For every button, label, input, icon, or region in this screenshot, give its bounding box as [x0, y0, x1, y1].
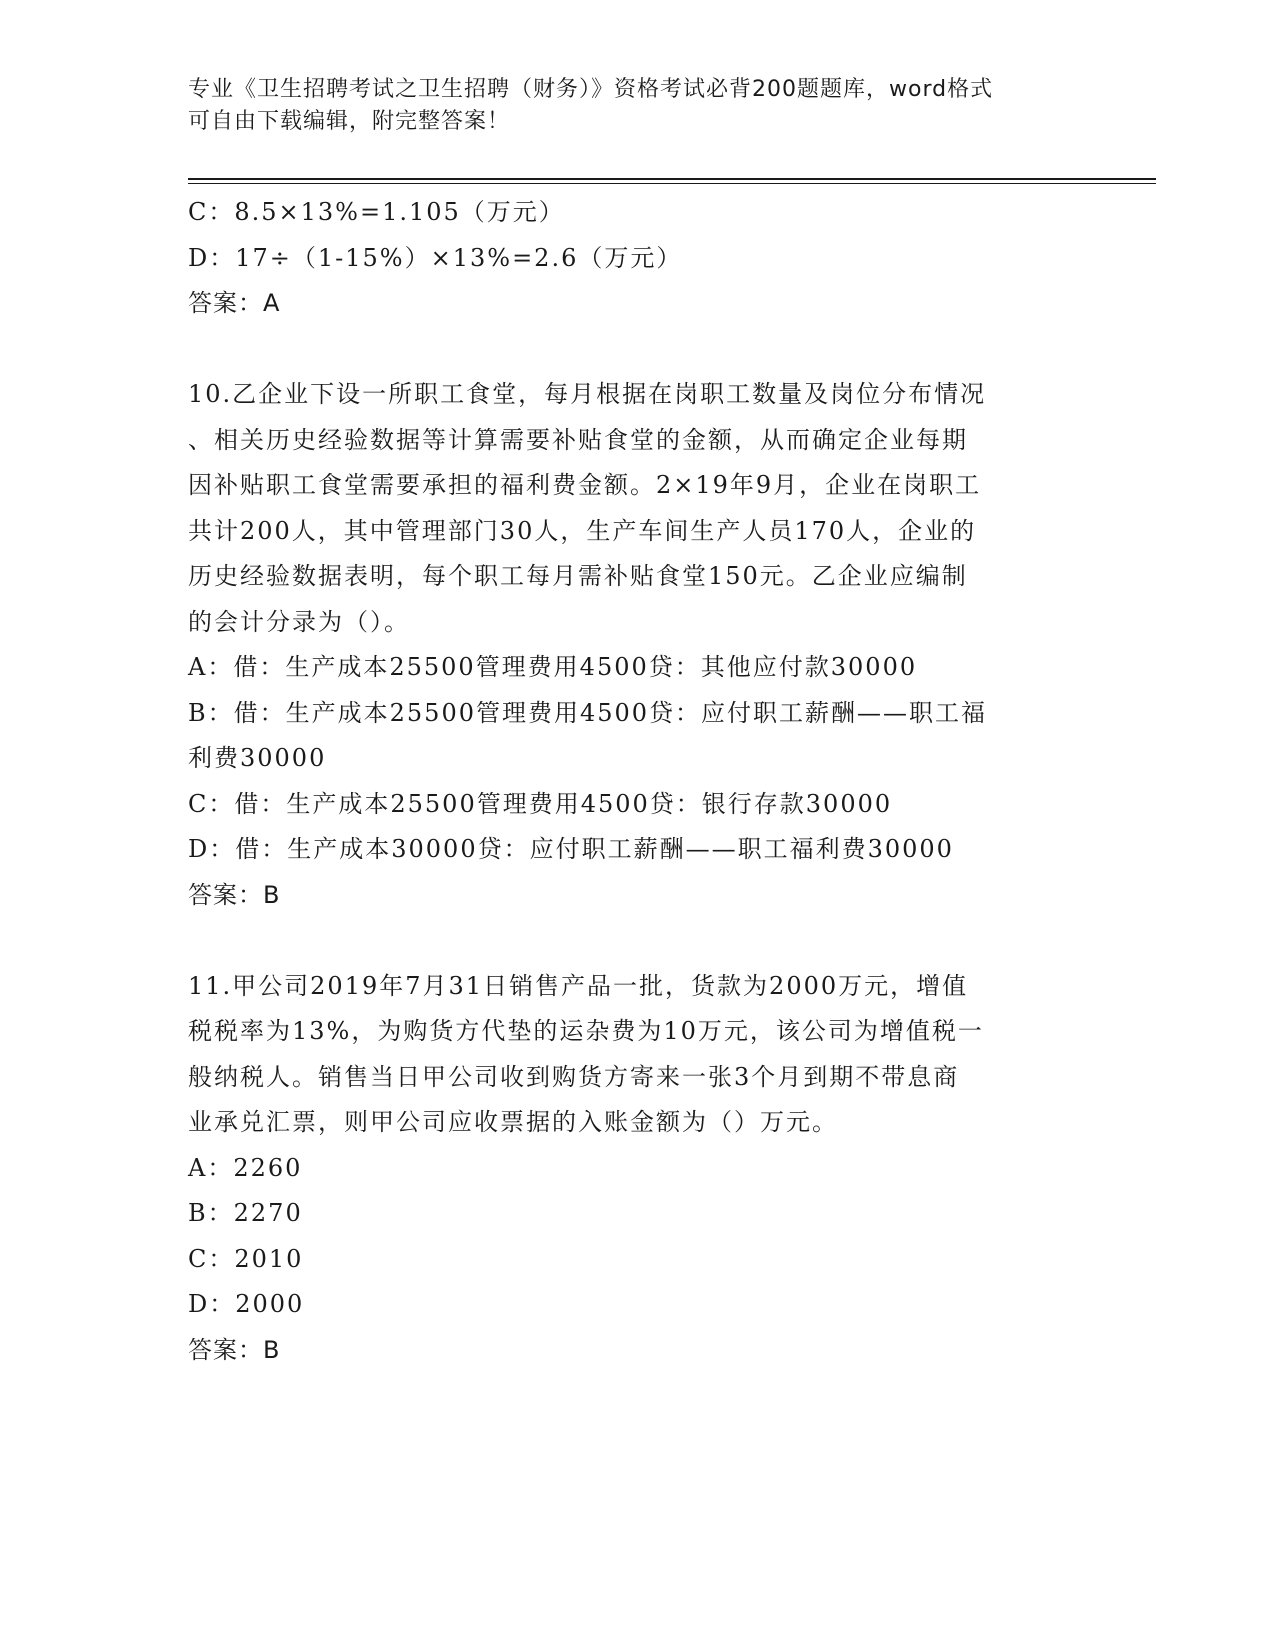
q9-answer: 答案：A	[188, 289, 281, 317]
q11-stem-line: 11.甲公司2019年7月31日销售产品一批，货款为2000万元，增值	[188, 971, 969, 1000]
header-title-line-2: 可自由下载编辑，附完整答案！	[188, 109, 511, 134]
q10-stem-line: 历史经验数据表明，每个职工每月需补贴食堂150元。乙企业应编制	[188, 562, 968, 590]
header-divider-thin	[188, 183, 1156, 184]
q10-option-b: B：借：生产成本25500管理费用4500贷：应付职工薪酬——职工福	[188, 698, 988, 727]
q11-option-d: D：2000	[188, 1290, 305, 1318]
q10-option-b-continued: 利费30000	[188, 744, 327, 772]
page-header	[188, 74, 1088, 138]
question-content	[188, 190, 1088, 1373]
q11-option-b: B：2270	[188, 1199, 303, 1227]
q10-answer: 答案：B	[188, 880, 281, 909]
q10-option-c: C：借：生产成本25500管理费用4500贷：银行存款30000	[188, 789, 893, 818]
q11-option-a: A：2260	[188, 1153, 303, 1182]
q10-stem-line: 10.乙企业下设一所职工食堂，每月根据在岗职工数量及岗位分布情况	[188, 380, 987, 408]
q10-option-a: A：借：生产成本25500管理费用4500贷：其他应付款30000	[188, 653, 918, 681]
q11-stem-line: 业承兑汇票，则甲公司应收票据的入账金额为（）万元。	[188, 1108, 838, 1136]
q11-answer: 答案：B	[188, 1335, 281, 1364]
spacer	[188, 327, 1088, 373]
header-title-line-1: 专业《卫生招聘考试之卫生招聘（财务）》资格考试必背200题题库，word格式	[188, 77, 994, 102]
question-11	[188, 964, 1088, 1374]
q10-stem-line: 因补贴职工食堂需要承担的福利费金额。2×19年9月，企业在岗职工	[188, 471, 982, 499]
q11-stem-line: 般纳税人。销售当日甲公司收到购货方寄来一张3个月到期不带息商	[188, 1062, 960, 1091]
question-9-tail	[188, 190, 1088, 327]
spacer	[188, 918, 1088, 964]
q10-stem-line: 、相关历史经验数据等计算需要补贴食堂的金额，从而确定企业每期	[188, 425, 968, 454]
q10-option-d: D：借：生产成本30000贷：应付职工薪酬——职工福利费30000	[188, 835, 954, 863]
q11-option-c: C：2010	[188, 1244, 304, 1273]
q9-option-c: C：8.5×13%=1.105（万元）	[188, 198, 565, 226]
question-10	[188, 372, 1088, 918]
q11-stem-line: 税税率为13%，为购货方代垫的运杂费为10万元，该公司为增值税一	[188, 1017, 984, 1045]
q10-stem-line: 的会计分录为（）。	[188, 607, 410, 636]
header-divider-thick	[188, 178, 1156, 180]
q9-option-d: D：17÷（1-15%）×13%=2.6（万元）	[188, 243, 683, 272]
q10-stem-line: 共计200人，其中管理部门30人，生产车间生产人员170人，企业的	[188, 516, 977, 545]
